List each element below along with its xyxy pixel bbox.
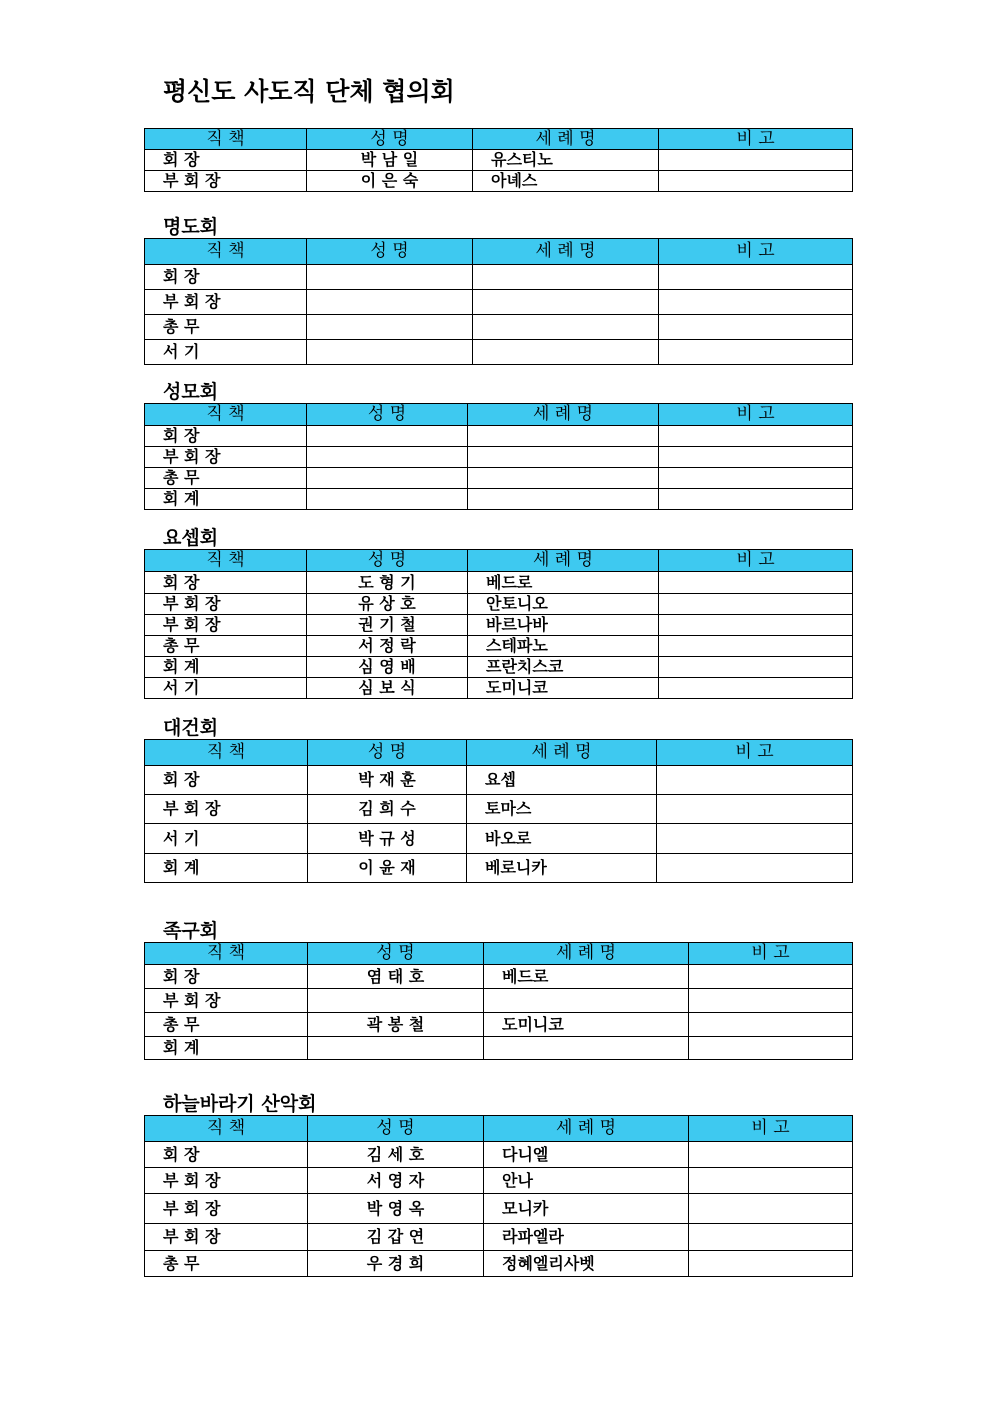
table-row (145, 824, 853, 854)
role-cell: 총 무 (145, 1013, 308, 1037)
note-cell (659, 489, 853, 510)
note-cell (657, 854, 853, 883)
table-row (145, 615, 853, 636)
role-cell: 부 회 장 (145, 1168, 308, 1194)
table-row (145, 1251, 853, 1277)
roster-table (144, 238, 853, 365)
name-cell: 김 희 수 (308, 795, 467, 824)
role-cell: 부 회 장 (145, 171, 307, 192)
note-cell (659, 150, 853, 171)
role-cell: 총 무 (145, 1251, 308, 1277)
table-row (145, 636, 853, 657)
note-cell (689, 965, 853, 989)
header-note: 비 고 (659, 404, 853, 426)
role-cell: 회 장 (145, 426, 307, 447)
header-role: 직 책 (145, 129, 307, 150)
role-cell: 총 무 (145, 468, 307, 489)
name-cell (307, 489, 468, 510)
baptism-name-cell: 안토니오 (468, 594, 659, 615)
name-cell (308, 1037, 484, 1060)
baptism-name-cell (468, 447, 659, 468)
name-cell: 유 상 호 (307, 594, 468, 615)
section-title: 요셉회 (163, 527, 219, 549)
table-header-row (145, 1116, 853, 1142)
table-row (145, 1224, 853, 1251)
header-baptism: 세 례 명 (468, 404, 659, 426)
name-cell: 우 경 희 (308, 1251, 484, 1277)
baptism-name-cell: 안나 (484, 1168, 689, 1194)
table-row (145, 1037, 853, 1060)
header-name: 성 명 (307, 239, 473, 265)
header-name: 성 명 (307, 129, 473, 150)
table-row (145, 854, 853, 883)
name-cell (307, 315, 473, 340)
roster-table (144, 942, 853, 1060)
section-title: 성모회 (163, 381, 219, 403)
note-cell (659, 615, 853, 636)
name-cell: 심 영 배 (307, 657, 468, 678)
name-cell: 심 보 식 (307, 678, 468, 699)
name-cell: 권 기 철 (307, 615, 468, 636)
role-cell: 서 기 (145, 824, 308, 854)
baptism-name-cell: 바오로 (467, 824, 657, 854)
name-cell (307, 340, 473, 365)
baptism-name-cell (473, 265, 659, 290)
table-header-row (145, 740, 853, 766)
baptism-name-cell: 라파엘라 (484, 1224, 689, 1251)
table-row (145, 678, 853, 699)
roster-table (144, 403, 853, 510)
name-cell: 이 은 숙 (307, 171, 473, 192)
table-row (145, 447, 853, 468)
baptism-name-cell (468, 468, 659, 489)
note-cell (659, 265, 853, 290)
header-role: 직 책 (145, 550, 307, 572)
name-cell (307, 447, 468, 468)
header-name: 성 명 (308, 740, 467, 766)
note-cell (659, 447, 853, 468)
role-cell: 부 회 장 (145, 1194, 308, 1224)
note-cell (659, 171, 853, 192)
header-note: 비 고 (689, 943, 853, 965)
note-cell (689, 1037, 853, 1060)
note-cell (657, 824, 853, 854)
note-cell (689, 1168, 853, 1194)
section-title: 하늘바라기 산악회 (163, 1093, 317, 1115)
roster-table (144, 549, 853, 699)
header-note: 비 고 (657, 740, 853, 766)
table-header-row (145, 129, 853, 150)
name-cell: 박 남 일 (307, 150, 473, 171)
table-row (145, 989, 853, 1013)
roster-table (144, 128, 853, 192)
baptism-name-cell: 도미니코 (468, 678, 659, 699)
table-row (145, 965, 853, 989)
name-cell: 이 윤 재 (308, 854, 467, 883)
table-header-row (145, 943, 853, 965)
table-row (145, 426, 853, 447)
baptism-name-cell: 베로니카 (467, 854, 657, 883)
header-note: 비 고 (659, 550, 853, 572)
note-cell (659, 594, 853, 615)
name-cell: 염 태 호 (308, 965, 484, 989)
table-row (145, 265, 853, 290)
header-baptism: 세 례 명 (484, 943, 689, 965)
baptism-name-cell (468, 426, 659, 447)
header-role: 직 책 (145, 1116, 308, 1142)
table-row (145, 1013, 853, 1037)
role-cell: 부 회 장 (145, 795, 308, 824)
roster-table (144, 1115, 853, 1277)
baptism-name-cell: 모니카 (484, 1194, 689, 1224)
role-cell: 부 회 장 (145, 290, 307, 315)
header-baptism: 세 례 명 (468, 550, 659, 572)
table-row (145, 1194, 853, 1224)
baptism-name-cell: 베드로 (484, 965, 689, 989)
name-cell: 서 영 자 (308, 1168, 484, 1194)
table-header-row (145, 550, 853, 572)
header-baptism: 세 례 명 (473, 129, 659, 150)
header-note: 비 고 (659, 129, 853, 150)
table-row (145, 572, 853, 594)
table-row (145, 468, 853, 489)
name-cell: 도 형 기 (307, 572, 468, 594)
name-cell (307, 265, 473, 290)
role-cell: 서 기 (145, 678, 307, 699)
note-cell (689, 1013, 853, 1037)
note-cell (659, 315, 853, 340)
table-row (145, 150, 853, 171)
role-cell: 부 회 장 (145, 594, 307, 615)
note-cell (659, 426, 853, 447)
note-cell (659, 468, 853, 489)
role-cell: 회 장 (145, 572, 307, 594)
table-row (145, 489, 853, 510)
table-row (145, 795, 853, 824)
section-title: 족구회 (163, 920, 219, 942)
baptism-name-cell: 요셉 (467, 766, 657, 795)
baptism-name-cell: 다니엘 (484, 1142, 689, 1168)
table-header-row (145, 404, 853, 426)
header-name: 성 명 (307, 404, 468, 426)
note-cell (689, 1194, 853, 1224)
baptism-name-cell: 베드로 (468, 572, 659, 594)
section-title: 명도회 (163, 216, 219, 238)
baptism-name-cell (484, 1037, 689, 1060)
note-cell (659, 678, 853, 699)
role-cell: 회 장 (145, 965, 308, 989)
note-cell (657, 766, 853, 795)
note-cell (657, 795, 853, 824)
header-baptism: 세 례 명 (467, 740, 657, 766)
name-cell: 서 정 락 (307, 636, 468, 657)
baptism-name-cell: 정혜엘리사벳 (484, 1251, 689, 1277)
role-cell: 서 기 (145, 340, 307, 365)
name-cell: 곽 봉 철 (308, 1013, 484, 1037)
role-cell: 회 계 (145, 854, 308, 883)
baptism-name-cell: 스테파노 (468, 636, 659, 657)
note-cell (689, 1251, 853, 1277)
table-header-row (145, 239, 853, 265)
role-cell: 회 계 (145, 1037, 308, 1060)
header-note: 비 고 (659, 239, 853, 265)
name-cell: 박 재 훈 (308, 766, 467, 795)
header-role: 직 책 (145, 404, 307, 426)
role-cell: 회 계 (145, 657, 307, 678)
header-name: 성 명 (308, 943, 484, 965)
table-row (145, 1168, 853, 1194)
header-note: 비 고 (689, 1116, 853, 1142)
table-row (145, 1142, 853, 1168)
table-row (145, 594, 853, 615)
table-row (145, 171, 853, 192)
note-cell (659, 657, 853, 678)
role-cell: 회 계 (145, 489, 307, 510)
header-role: 직 책 (145, 239, 307, 265)
name-cell: 김 갑 연 (308, 1224, 484, 1251)
name-cell: 박 영 옥 (308, 1194, 484, 1224)
role-cell: 회 장 (145, 265, 307, 290)
role-cell: 회 장 (145, 766, 308, 795)
baptism-name-cell: 아녜스 (473, 171, 659, 192)
table-row (145, 340, 853, 365)
note-cell (689, 989, 853, 1013)
role-cell: 회 장 (145, 150, 307, 171)
table-row (145, 766, 853, 795)
table-row (145, 315, 853, 340)
header-role: 직 책 (145, 740, 308, 766)
role-cell: 총 무 (145, 315, 307, 340)
role-cell: 부 회 장 (145, 615, 307, 636)
note-cell (659, 572, 853, 594)
baptism-name-cell: 바르나바 (468, 615, 659, 636)
role-cell: 부 회 장 (145, 1224, 308, 1251)
baptism-name-cell: 도미니코 (484, 1013, 689, 1037)
header-baptism: 세 례 명 (484, 1116, 689, 1142)
roster-table (144, 739, 853, 883)
name-cell (307, 426, 468, 447)
baptism-name-cell (473, 315, 659, 340)
baptism-name-cell: 토마스 (467, 795, 657, 824)
role-cell: 부 회 장 (145, 447, 307, 468)
table-row (145, 657, 853, 678)
name-cell (307, 290, 473, 315)
table-row (145, 290, 853, 315)
name-cell: 박 규 성 (308, 824, 467, 854)
section-title: 대건회 (163, 717, 219, 739)
name-cell (308, 989, 484, 1013)
note-cell (689, 1224, 853, 1251)
role-cell: 회 장 (145, 1142, 308, 1168)
baptism-name-cell (473, 290, 659, 315)
note-cell (659, 290, 853, 315)
role-cell: 총 무 (145, 636, 307, 657)
baptism-name-cell (468, 489, 659, 510)
header-role: 직 책 (145, 943, 308, 965)
baptism-name-cell (473, 340, 659, 365)
baptism-name-cell (484, 989, 689, 1013)
note-cell (659, 636, 853, 657)
header-name: 성 명 (308, 1116, 484, 1142)
header-baptism: 세 례 명 (473, 239, 659, 265)
note-cell (689, 1142, 853, 1168)
baptism-name-cell: 유스티노 (473, 150, 659, 171)
name-cell (307, 468, 468, 489)
role-cell: 부 회 장 (145, 989, 308, 1013)
baptism-name-cell: 프란치스코 (468, 657, 659, 678)
note-cell (659, 340, 853, 365)
page-title: 평신도 사도직 단체 협의회 (163, 77, 455, 106)
header-name: 성 명 (307, 550, 468, 572)
name-cell: 김 세 호 (308, 1142, 484, 1168)
